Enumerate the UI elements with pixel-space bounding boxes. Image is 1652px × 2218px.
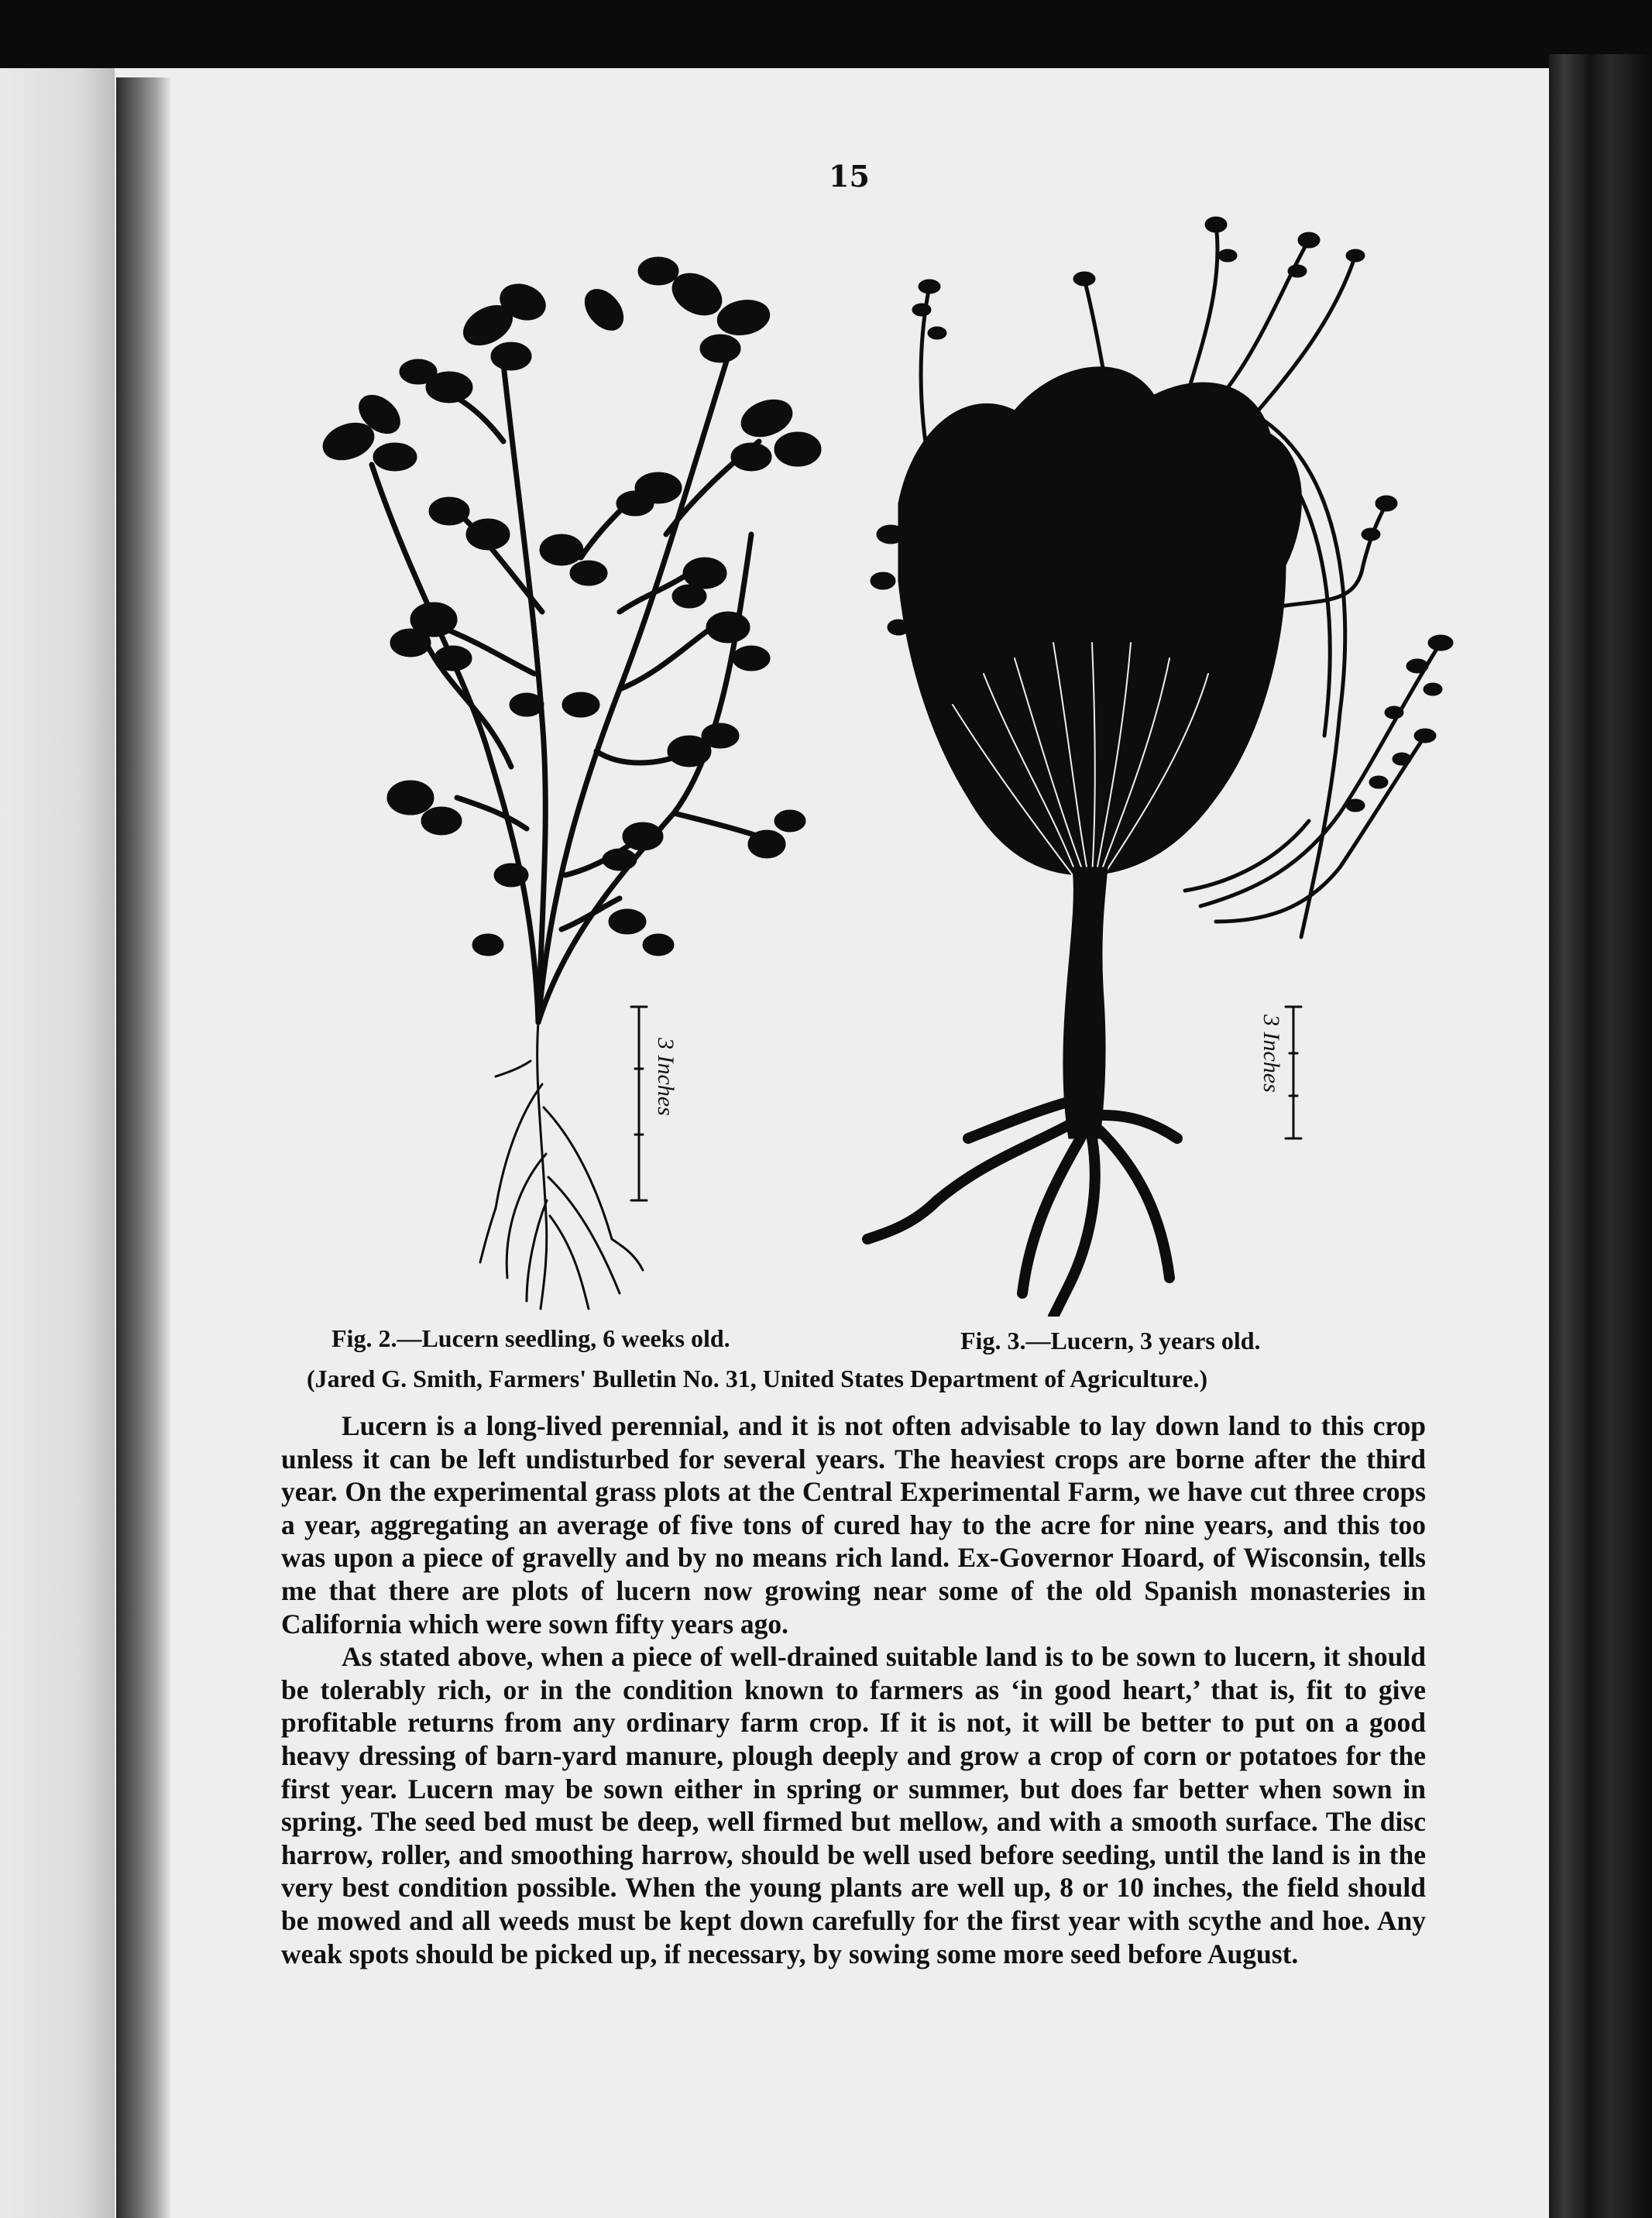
figure-3-caption: Fig. 3.—Lucern, 3 years old. [960,1327,1261,1354]
paragraph-sowing-instructions: As stated above, when a piece of well-drained suitable land is to be sown to lucern, it should be tolerably rich, or in the condition known to farmers as ‘in good heart,’ that is, fit to give profitable returns from any ordinary farm crop. If it is not, it will be better to put on a good heavy dressing of barn-yard manure, plough deeply and grow a crop of corn or potatoes for the first year. Lucern may be sown either in spring or summer, but does far better when sown in spring. The seed bed must be deep, well firmed but mellow, and with a smooth surface. The disc harrow, roller, and smoothing harrow, should be well used before seeding, until the land is in the very best condition possible. When the young plants are well up, 8 or 10 inches, the field should be mowed and all weeds must be kept down carefully for the first year with scythe and hoe. Any weak spots should be picked up, if necessary, by sowing some more seed before August. [281,1641,1426,1969]
figure-credit: (Jared G. Smith, Farmers' Bulletin No. 31, United States Department of Agriculture.) [307,1365,1208,1392]
figure-3-mature-plant-illustration [867,217,1453,1317]
page-number: 15 [829,159,870,194]
seedling-scale-bar [631,1007,647,1200]
page-stack-edge [1549,54,1652,2218]
mature-crown-foliage [898,367,1301,875]
facing-page-edge [0,68,115,2218]
seedling-scale-label: 3 Inches [653,1038,678,1116]
mature-scale-bar [1286,1007,1301,1138]
figure-2-caption: Fig. 2.—Lucern seedling, 6 weeks old. [331,1324,730,1352]
mature-roots [867,1100,1177,1317]
paragraph-lucern-perennial: Lucern is a long-lived perennial, and it is not often advisable to lay down land to this crop unless it can be left undisturbed for several years. The heaviest crops are borne after the third year. On the experimental grass plots at the Central Experimental Farm, we have cut three crops a year, aggregating an average of five tons of cured hay to the acre for nine years, and this too was upon a piece of gravelly and by no means rich land. Ex-Governor Hoard, of Wisconsin, tells me that there are plots of lucern now growing near some of the old Spanish monasteries in California which were sown fifty years ago. [281,1410,1426,1639]
seedling-roots [480,1022,643,1309]
mature-scale-label: 3 Inches [1259,1015,1284,1093]
body-text [281,1409,1426,1970]
lucern-illustrations [256,209,1464,1317]
book-binding-shadow [116,77,170,2218]
figure-2-seedling-illustration [318,257,821,1309]
